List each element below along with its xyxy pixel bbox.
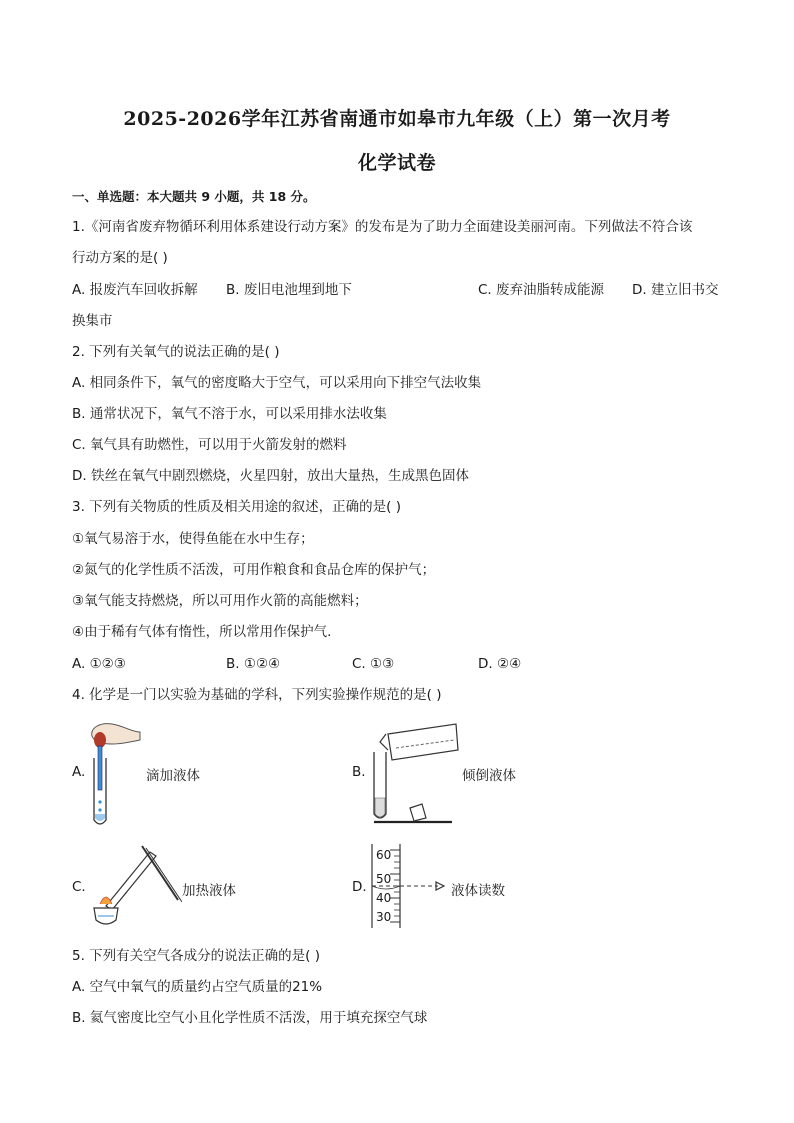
q4-option-c-letter: C. <box>72 879 86 895</box>
q2-stem: 2. 下列有关氧气的说法正确的是( ) <box>72 344 280 360</box>
q1-stem-cont: 行动方案的是( ) <box>72 250 168 266</box>
q3-option-c: C. ①③ <box>352 656 395 672</box>
q4-option-a-letter: A. <box>72 764 86 780</box>
q3-statement-2: ②氮气的化学性质不活泼，可用作粮食和食品仓库的保护气； <box>72 562 436 578</box>
q4-stem: 4. 化学是一门以实验为基础的学科，下列实验操作规范的是( ) <box>72 687 442 703</box>
q3-option-d: D. ②④ <box>478 656 522 672</box>
q5-stem: 5. 下列有关空气各成分的说法正确的是( ) <box>72 948 320 964</box>
q4-option-b-letter: B. <box>352 764 366 780</box>
exam-title: 2025-2026学年江苏省南通市如皋市九年级（上）第一次月考 <box>123 108 671 130</box>
q1-option-a: A. 报废汽车回收拆解 <box>72 282 198 298</box>
scale-label-50: 50 <box>376 872 392 886</box>
q1-option-b: B. 废旧电池埋到地下 <box>226 282 352 298</box>
q1-option-c: C. 废弃油脂转成能源 <box>478 282 605 298</box>
exam-subtitle: 化学试卷 <box>357 152 436 174</box>
q1-option-d: D. 建立旧书交 <box>632 282 719 298</box>
q2-option-b: B. 通常状况下，氧气不溶于水，可以采用排水法收集 <box>72 406 387 422</box>
q3-statement-1: ①氧气易溶于水，使得鱼能在水中生存； <box>72 531 314 547</box>
q1-option-d-cont: 换集市 <box>72 313 113 329</box>
q2-option-d: D. 铁丝在氧气中剧烈燃烧，火星四射，放出大量热，生成黑色固体 <box>72 468 469 484</box>
scale-label-30: 30 <box>376 910 392 924</box>
q2-option-a: A. 相同条件下，氧气的密度略大于空气，可以采用向下排空气法收集 <box>72 375 482 391</box>
q3-option-a: A. ①②③ <box>72 656 126 672</box>
heating-liquid-figure <box>86 842 182 928</box>
q4-option-b-text: 倾倒液体 <box>462 768 516 784</box>
section-heading: 一、单选题：本大题共 9 小题，共 18 分。 <box>72 189 316 204</box>
q4-option-c-text: 加热液体 <box>182 883 236 899</box>
q3-statement-3: ③氧气能支持燃烧，所以可用作火箭的高能燃料； <box>72 593 368 609</box>
q4-option-a-text: 滴加液体 <box>146 768 200 784</box>
scale-label-40: 40 <box>376 891 392 905</box>
q3-stem: 3. 下列有关物质的性质及相关用途的叙述，正确的是( ) <box>72 499 401 515</box>
q3-statement-4: ④由于稀有气体有惰性，所以常用作保护气. <box>72 624 332 640</box>
q4-option-d-letter: D. <box>352 879 367 895</box>
dropper-test-tube-figure <box>84 718 144 828</box>
q2-option-c: C. 氧气具有助燃性，可以用于火箭发射的燃料 <box>72 437 347 453</box>
pouring-liquid-figure <box>366 718 462 828</box>
q3-option-b: B. ①②④ <box>226 656 281 672</box>
scale-label-60: 60 <box>376 848 392 862</box>
q1-stem: 1.《河南省废弃物循环利用体系建设行动方案》的发布是为了助力全面建设美丽河南。下列做法不符合该 <box>72 219 693 235</box>
q5-option-a: A. 空气中氧气的质量约占空气质量的21% <box>72 979 323 995</box>
q5-option-b: B. 氦气密度比空气小且化学性质不活泼，用于填充探空气球 <box>72 1010 428 1026</box>
q4-option-d-text: 液体读数 <box>451 883 505 899</box>
